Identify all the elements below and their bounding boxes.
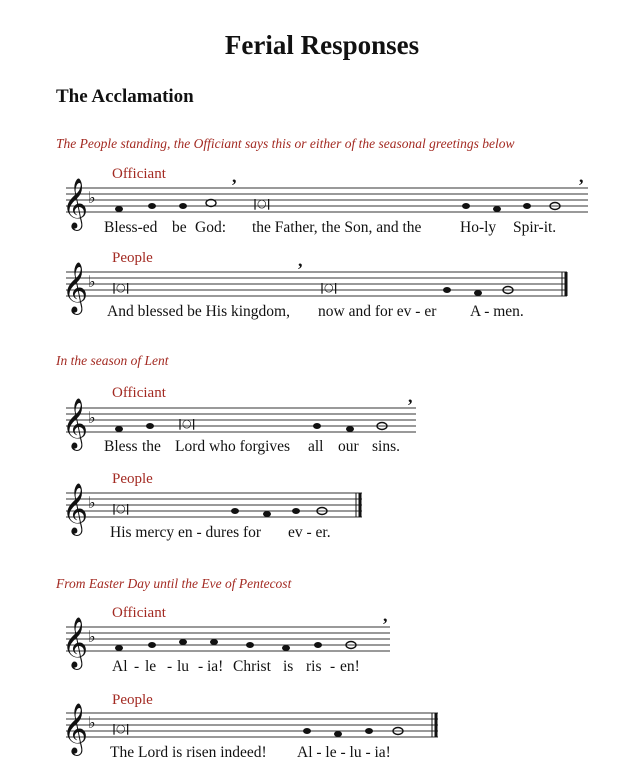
rubric-lent: In the season of Lent bbox=[56, 353, 169, 368]
s1-flat-icon: ♭ bbox=[88, 188, 96, 207]
s6-note bbox=[365, 728, 373, 734]
s5-lyric: Al bbox=[112, 658, 128, 675]
s1-role-label: Officiant bbox=[112, 166, 166, 182]
s6-breve-icon: |○| bbox=[112, 722, 130, 735]
section-heading: The Acclamation bbox=[56, 86, 194, 107]
s5-lyric: - bbox=[134, 658, 140, 675]
s2-flat-icon: ♭ bbox=[88, 272, 96, 291]
s6-lyric: The Lord is risen indeed! bbox=[110, 744, 267, 761]
s4-breve-icon: |○| bbox=[112, 502, 130, 515]
s1-lyric: Bless-ed bbox=[104, 219, 158, 236]
s5-lyric: ris bbox=[306, 658, 322, 675]
s6-lyric: Al - le - lu - ia! bbox=[297, 744, 391, 761]
s5-lyric: is bbox=[283, 658, 294, 675]
rubric-easter: From Easter Day until the Eve of Pentecost bbox=[56, 576, 292, 591]
s6-note bbox=[334, 731, 342, 737]
s3-role-label: Officiant bbox=[112, 385, 166, 401]
s5-role-label: Officiant bbox=[112, 605, 166, 621]
s3-flat-icon: ♭ bbox=[88, 408, 96, 427]
s5-lyric: le bbox=[145, 658, 157, 675]
s6-treble-clef-icon: 𝄞 bbox=[62, 703, 89, 754]
s5-lyric: ia! bbox=[207, 658, 224, 675]
s3-lyric: Bless bbox=[104, 438, 138, 455]
s4-treble-clef-icon: 𝄞 bbox=[62, 483, 89, 534]
s1-lyric: the Father, the Son, and the bbox=[252, 219, 422, 236]
s6-note bbox=[303, 728, 311, 734]
s1-lyric: God: bbox=[195, 219, 226, 236]
s2-role-label: People bbox=[112, 250, 153, 266]
s1-lyric: Spir-it. bbox=[513, 219, 557, 236]
s2-lyric: And blessed be His kingdom, bbox=[107, 303, 290, 320]
s5-breath-mark-icon: , bbox=[383, 605, 388, 625]
s2-breath-mark-icon: , bbox=[298, 250, 303, 270]
s5-lyric: Christ bbox=[233, 658, 271, 675]
s6-notes bbox=[303, 728, 403, 738]
s3-lyric: all bbox=[308, 438, 324, 455]
s5-lyric: - bbox=[167, 658, 173, 675]
s5-lyric: - bbox=[330, 658, 336, 675]
s6-flat-icon: ♭ bbox=[88, 713, 96, 732]
s1-breath-mark-icon: , bbox=[232, 166, 237, 186]
s3-lyric: sins. bbox=[372, 438, 400, 455]
s2-lyric: A - men. bbox=[470, 303, 524, 320]
s4-flat-icon: ♭ bbox=[88, 493, 96, 512]
rubric-intro: The People standing, the Officiant says this or either of the seasonal greetings below bbox=[56, 136, 515, 151]
s3-lyric: Lord who forgives bbox=[175, 438, 291, 455]
s1-treble-clef-icon: 𝄞 bbox=[62, 178, 89, 229]
s3-lyric: our bbox=[338, 438, 359, 455]
s3-breve-icon: |○| bbox=[178, 417, 196, 430]
s1-breve-icon: |○| bbox=[253, 197, 271, 210]
s3-lyric: the bbox=[142, 438, 161, 455]
s4-lyric: ev - er. bbox=[288, 524, 331, 541]
s3-breath-mark-icon: , bbox=[408, 386, 413, 406]
s1-lyric: be bbox=[172, 219, 187, 236]
page-title: Ferial Responses bbox=[224, 30, 420, 60]
s5-lyric: - bbox=[198, 658, 204, 675]
s4-lyric: His mercy en - dures for bbox=[110, 524, 262, 541]
s5-lyric: lu bbox=[177, 658, 190, 675]
s2-breve-icon: |○| bbox=[320, 281, 338, 294]
s5-flat-icon: ♭ bbox=[88, 627, 96, 646]
s4-role-label: People bbox=[112, 471, 153, 487]
s6-role-label: People bbox=[112, 692, 153, 708]
s2-breve-icon: |○| bbox=[112, 281, 130, 294]
s3-treble-clef-icon: 𝄞 bbox=[62, 398, 89, 449]
s2-treble-clef-icon: 𝄞 bbox=[62, 262, 89, 313]
s5-lyric: en! bbox=[340, 658, 360, 675]
s1-breath-mark-icon: , bbox=[579, 166, 584, 186]
s5-treble-clef-icon: 𝄞 bbox=[62, 617, 89, 668]
s2-lyric: now and for ev - er bbox=[318, 303, 437, 320]
s1-lyric: Ho-ly bbox=[460, 219, 497, 236]
